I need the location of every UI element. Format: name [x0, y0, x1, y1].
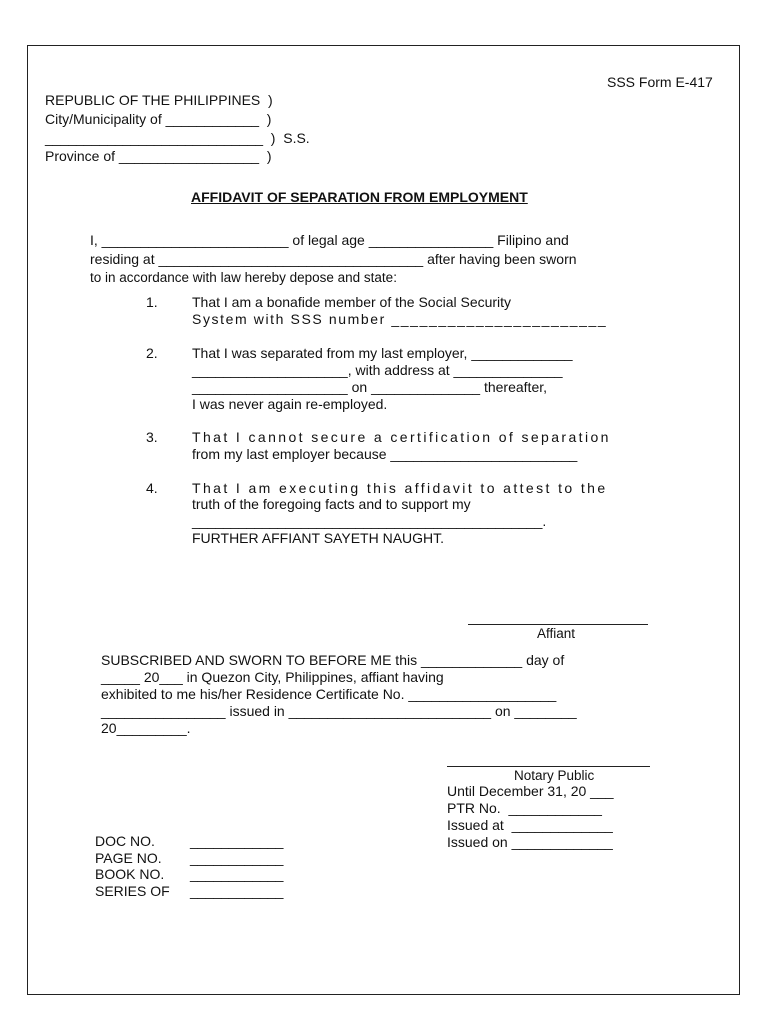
item-1-line-2[interactable]: System with SSS number _______________________	[192, 311, 608, 327]
book-no-blank[interactable]: ____________	[190, 866, 284, 882]
page-no-blank[interactable]: ____________	[190, 850, 284, 866]
jurat-line-1[interactable]: SUBSCRIBED AND SWORN TO BEFORE ME this _____________ day of	[101, 652, 565, 668]
venue-city[interactable]: City/Municipality of ____________ )	[45, 111, 272, 127]
intro-line-3: to in accordance with law hereby depose and state:	[90, 270, 397, 285]
venue-province[interactable]: Province of __________________ )	[45, 148, 272, 164]
form-code: SSS Form E-417	[607, 74, 713, 90]
jurat-line-5[interactable]: 20_________.	[101, 720, 191, 736]
item-2-line-4: I was never again re-employed.	[192, 396, 388, 412]
intro-line-2[interactable]: residing at __________________________________ after having been sworn	[90, 251, 577, 267]
item-2-line-1[interactable]: That I was separated from my last employer, _____________	[192, 345, 573, 361]
item-2-line-3[interactable]: ____________________ on ______________ thereafter,	[192, 379, 548, 395]
item-4-number: 4.	[146, 480, 158, 496]
notary-issued-on[interactable]: Issued on _____________	[447, 834, 613, 850]
notary-until[interactable]: Until December 31, 20 ___	[447, 783, 614, 799]
item-4-line-3[interactable]: _____________________________________________.	[192, 513, 547, 529]
item-3-line-1: That I cannot secure a certification of separation	[192, 429, 611, 445]
notary-issued-at[interactable]: Issued at _____________	[447, 817, 613, 833]
venue-blank[interactable]: ____________________________ ) S.S.	[45, 130, 310, 146]
item-3-line-2[interactable]: from my last employer because ________________________	[192, 446, 578, 462]
item-2-line-2[interactable]: ____________________, with address at ______________	[192, 362, 563, 378]
doc-no-blank[interactable]: ____________	[190, 833, 284, 849]
page-no-label: PAGE NO.	[95, 850, 162, 866]
jurat-line-2[interactable]: _____ 20___ in Quezon City, Philippines, affiant having	[101, 669, 444, 685]
item-4-line-1: That I am executing this affidavit to attest to the	[192, 480, 608, 496]
affiant-label: Affiant	[537, 626, 576, 641]
form-title: AFFIDAVIT OF SEPARATION FROM EMPLOYMENT	[191, 189, 528, 205]
venue-republic: REPUBLIC OF THE PHILIPPINES )	[45, 92, 273, 108]
item-4-line-4: FURTHER AFFIANT SAYETH NAUGHT.	[192, 530, 445, 546]
notary-ptr[interactable]: PTR No. ____________	[447, 800, 602, 816]
series-of-blank[interactable]: ____________	[190, 883, 284, 899]
item-1-number: 1.	[146, 294, 158, 310]
book-no-label: BOOK NO.	[95, 866, 165, 882]
item-2-number: 2.	[146, 345, 158, 361]
jurat-line-3[interactable]: exhibited to me his/her Residence Certificate No. ___________________	[101, 686, 557, 702]
doc-no-label: DOC NO.	[95, 833, 155, 849]
notary-label: Notary Public	[514, 768, 595, 783]
item-1-line-1: That I am a bonafide member of the Social Security	[192, 294, 512, 310]
intro-line-1[interactable]: I, ________________________ of legal age ________________ Filipino and	[90, 232, 569, 248]
item-3-number: 3.	[146, 429, 158, 445]
series-of-label: SERIES OF	[95, 883, 170, 899]
jurat-line-4[interactable]: ________________ issued in __________________________ on ________	[101, 703, 577, 719]
item-4-line-2: truth of the foregoing facts and to support my	[192, 496, 471, 512]
